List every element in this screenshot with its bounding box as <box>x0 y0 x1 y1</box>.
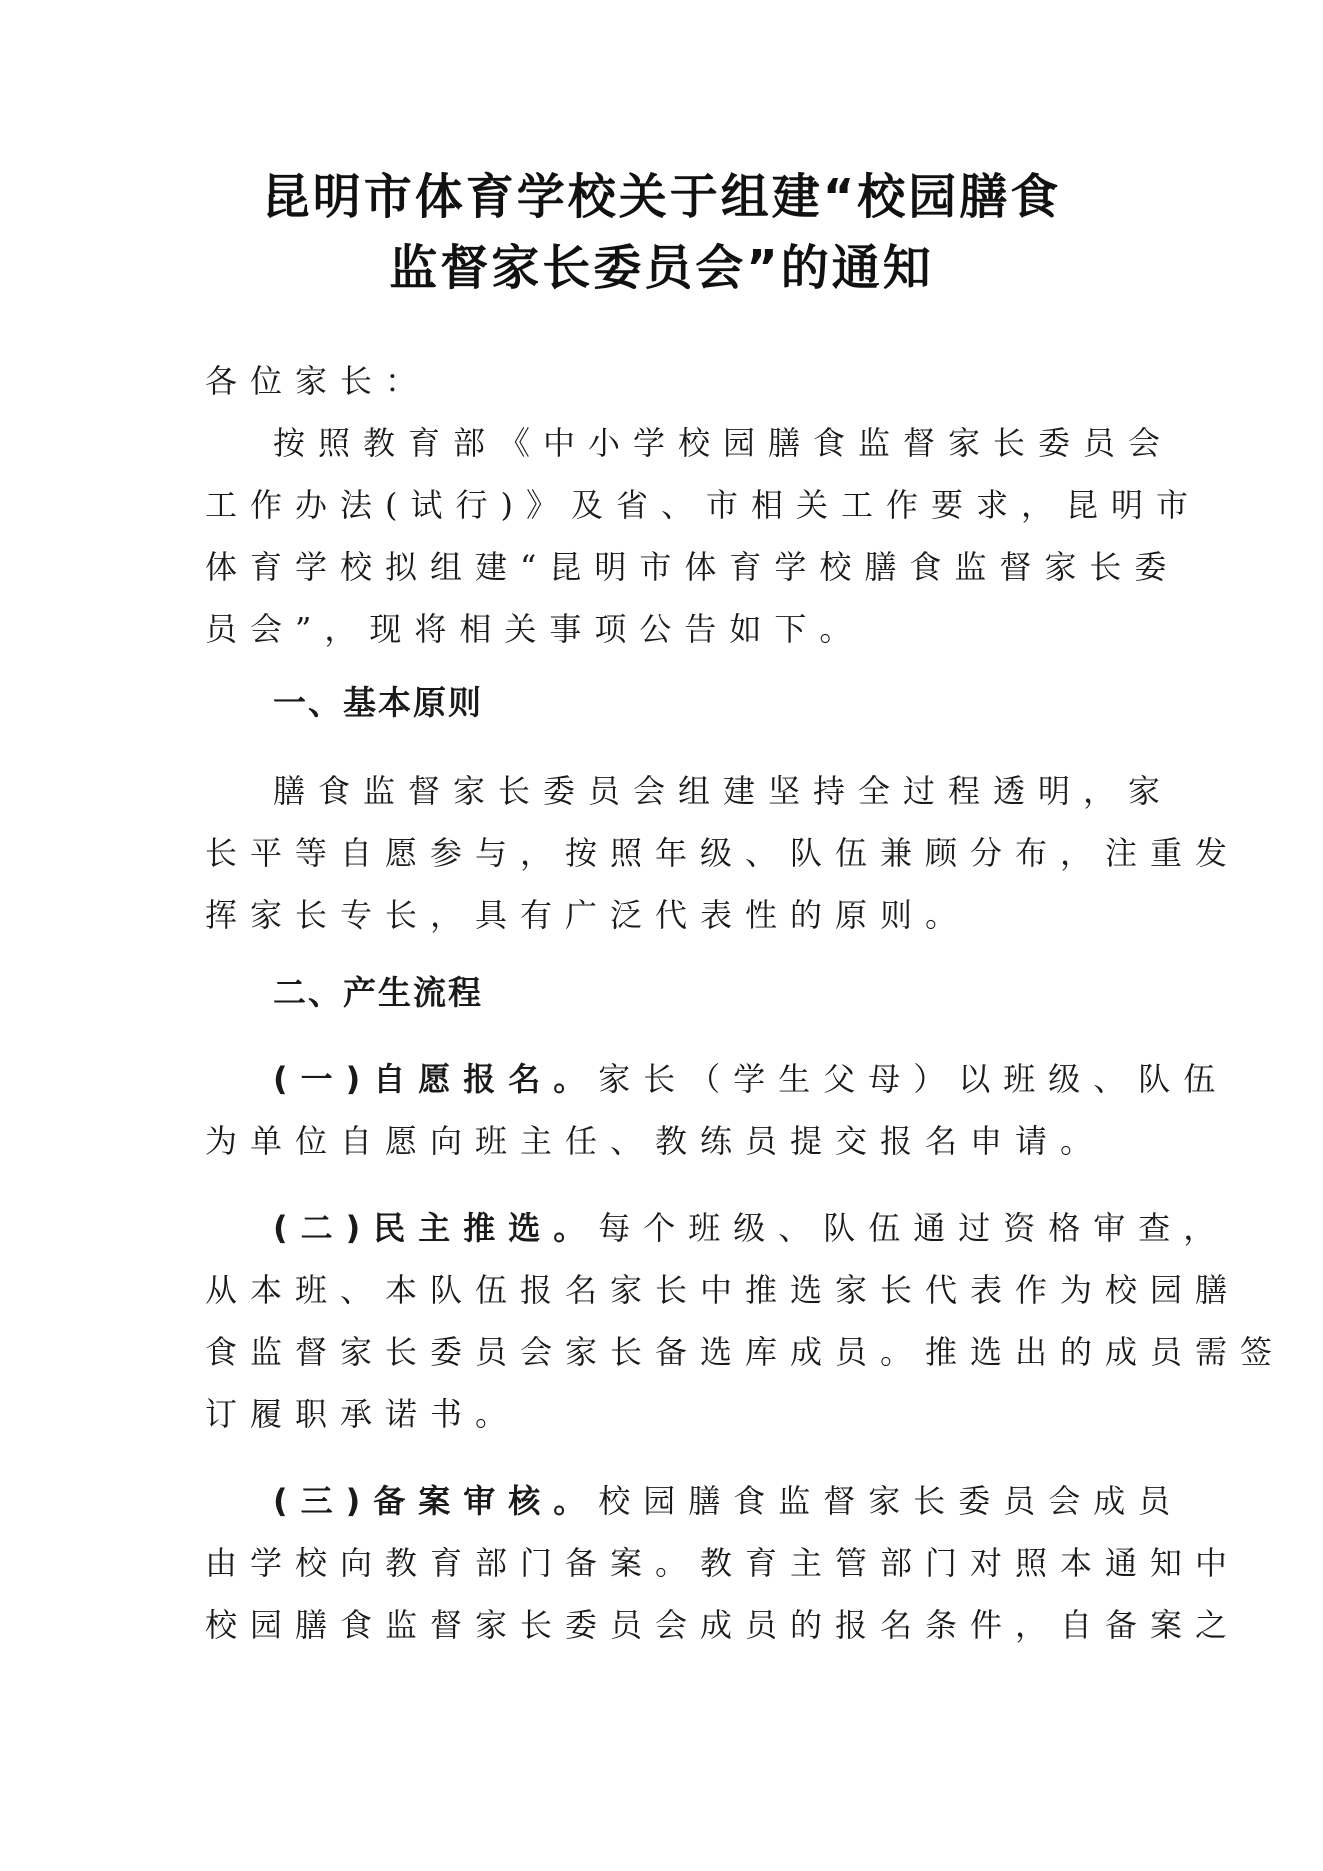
principles-line: 膳食监督家长委员会组建坚持全过程透明，家 <box>273 772 1174 810</box>
principles-line: 长平等自愿参与，按照年级、队伍兼顾分布，注重发 <box>205 834 1241 872</box>
document-title-line-1: 昆明市体育学校关于组建“校园膳食 <box>261 169 1062 225</box>
step-2-line: 从本班、本队伍报名家长中推选家长代表作为校园膳 <box>205 1271 1241 1309</box>
intro-line: 体育学校拟组建“昆明市体育学校膳食监督家长委 <box>205 548 1180 586</box>
step-3-first-line <box>273 1470 1184 1532</box>
salutation: 各位家长： <box>205 362 431 400</box>
step-2-text: 每个班级、队伍通过资格审查， <box>598 1209 1229 1247</box>
step-3-line: 校园膳食监督家长委员会成员的报名条件，自备案之 <box>205 1606 1241 1644</box>
step-1-line: 为单位自愿向班主任、教练员提交报名申请。 <box>205 1122 1106 1160</box>
step-2-line: 订履职承诺书。 <box>205 1395 521 1433</box>
intro-line: 工作办法(试行)》及省、市相关工作要求，昆明市 <box>205 486 1201 524</box>
step-1-label: (一)自愿报名。 <box>273 1060 599 1098</box>
step-2-line: 食监督家长委员会家长备选库成员。推选出的成员需签 <box>205 1333 1286 1371</box>
step-2-label: (二)民主推选。 <box>273 1209 599 1247</box>
step-1-first-line <box>273 1048 1229 1110</box>
document-title-line-2: 监督家长委员会”的通知 <box>389 240 934 296</box>
step-3-line: 由学校向教育部门备案。教育主管部门对照本通知中 <box>205 1544 1241 1582</box>
intro-line: 员会”，现将相关事项公告如下。 <box>205 610 865 648</box>
principles-line: 挥家长专长，具有广泛代表性的原则。 <box>205 896 971 934</box>
step-3-label: (三)备案审核。 <box>273 1482 599 1520</box>
step-3-text: 校园膳食监督家长委员会成员 <box>598 1482 1184 1520</box>
section-heading-principles: 一、基本原则 <box>273 683 483 722</box>
step-2-first-line <box>273 1197 1229 1259</box>
step-1-text: 家长（学生父母）以班级、队伍 <box>598 1060 1229 1098</box>
section-heading-process: 二、产生流程 <box>273 973 483 1012</box>
intro-line: 按照教育部《中小学校园膳食监督家长委员会 <box>273 424 1174 462</box>
